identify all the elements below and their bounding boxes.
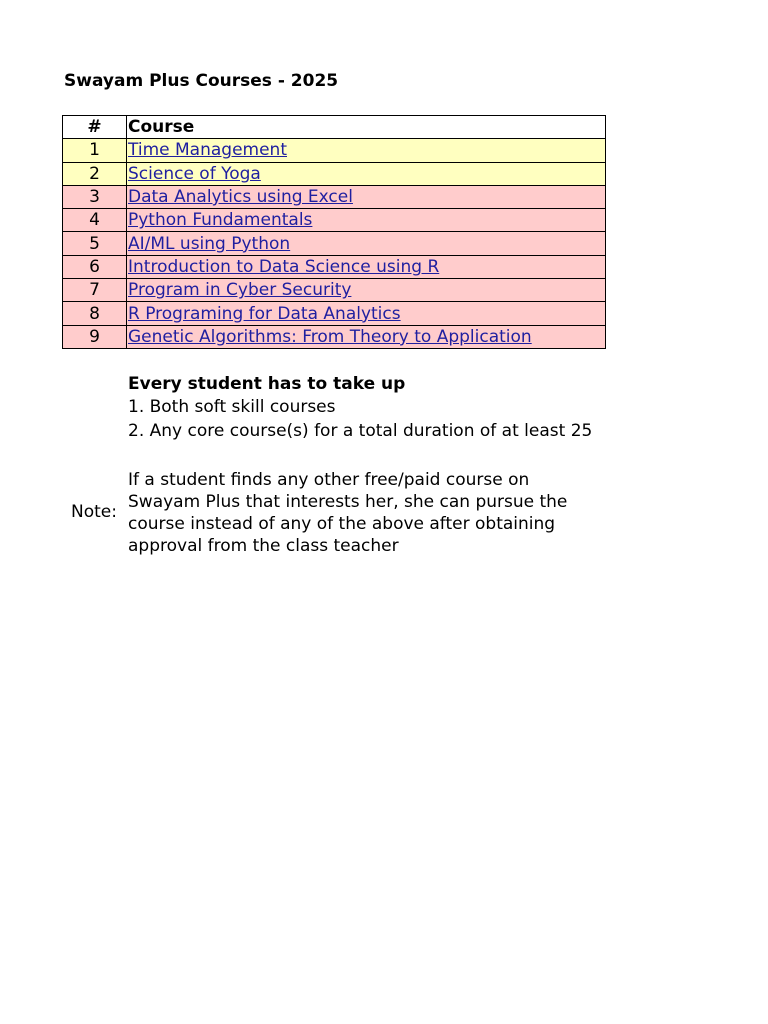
row-number: 6 bbox=[63, 255, 127, 278]
page-title: Swayam Plus Courses - 2025 bbox=[64, 71, 339, 91]
course-link[interactable]: Science of Yoga bbox=[128, 163, 261, 184]
row-number: 9 bbox=[63, 325, 127, 348]
row-number: 8 bbox=[63, 302, 127, 325]
courses-table bbox=[62, 115, 606, 349]
requirement-item: 1. Both soft skill courses bbox=[128, 397, 336, 417]
course-link[interactable]: Genetic Algorithms: From Theory to Application bbox=[128, 326, 532, 347]
table-row bbox=[63, 209, 606, 232]
table-row bbox=[63, 139, 606, 162]
course-link[interactable]: Introduction to Data Science using R bbox=[128, 256, 440, 277]
table-row bbox=[63, 325, 606, 348]
row-number: 2 bbox=[63, 162, 127, 185]
course-link[interactable]: Python Fundamentals bbox=[128, 210, 313, 231]
course-link[interactable]: Time Management bbox=[128, 140, 287, 161]
course-link[interactable]: Data Analytics using Excel bbox=[128, 187, 353, 208]
course-link[interactable]: R Programing for Data Analytics bbox=[128, 303, 401, 324]
requirements-heading: Every student has to take up bbox=[128, 374, 406, 394]
row-number: 7 bbox=[63, 279, 127, 302]
table-row bbox=[63, 185, 606, 208]
requirement-item: 2. Any core course(s) for a total duration of at least 25 bbox=[128, 421, 593, 441]
table-row bbox=[63, 162, 606, 185]
table-row bbox=[63, 255, 606, 278]
course-link[interactable]: Program in Cyber Security bbox=[128, 280, 352, 301]
row-number: 5 bbox=[63, 232, 127, 255]
number-column-header: # bbox=[63, 116, 127, 139]
table-row bbox=[63, 279, 606, 302]
note-text: If a student finds any other free/paid course on Swayam Plus that interests her, she can pursue the course instead of any of the above after obtaining approval from the class teacher bbox=[128, 470, 568, 556]
table-header-row bbox=[63, 116, 606, 139]
note-label: Note: bbox=[71, 502, 117, 522]
row-number: 4 bbox=[63, 209, 127, 232]
course-column-header: Course bbox=[127, 116, 606, 139]
course-link[interactable]: AI/ML using Python bbox=[128, 233, 291, 254]
table-row bbox=[63, 302, 606, 325]
table-row bbox=[63, 232, 606, 255]
row-number: 1 bbox=[63, 139, 127, 162]
row-number: 3 bbox=[63, 185, 127, 208]
